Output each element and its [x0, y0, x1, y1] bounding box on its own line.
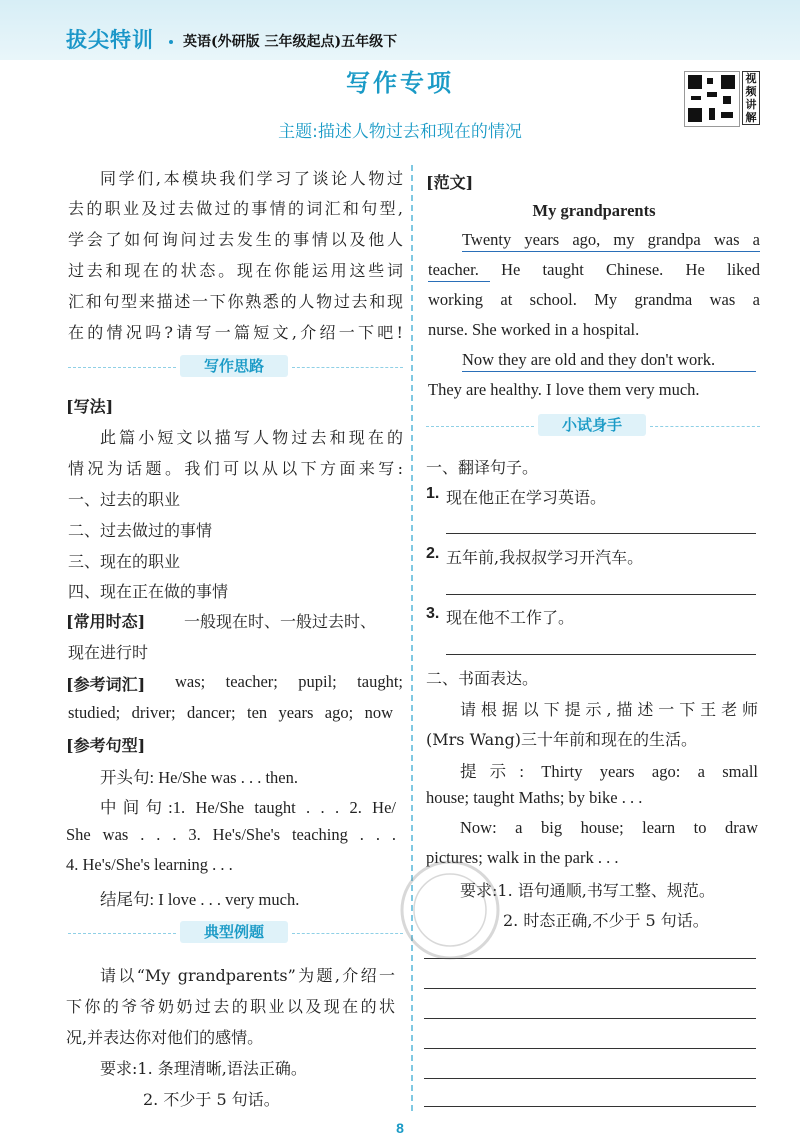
- intro-line: 同学们,本模块我们学习了谈论人物过: [100, 169, 403, 188]
- video-label-char: 视: [745, 72, 757, 85]
- section-title: 写作思路: [180, 355, 288, 377]
- method-label: [写法]: [66, 397, 114, 416]
- writing-line[interactable]: [424, 988, 756, 989]
- page-subtitle: 主题:描述人物过去和现在的情况: [278, 122, 522, 142]
- sentence-item: 中间句:1. He/She taught . . . 2. He/: [100, 798, 396, 817]
- essay-line: They are healthy. I love them very much.: [428, 380, 700, 399]
- example-line: 下你的爷爷奶奶过去的职业以及现在的状: [66, 997, 395, 1016]
- prompt-line: (Mrs Wang)三十年前和现在的生活。: [426, 730, 697, 749]
- aspect-item: 四、现在正在做的事情: [68, 582, 229, 601]
- requirement-line: 2. 时态正确,不少于 5 句话。: [503, 911, 709, 930]
- aspect-item: 三、现在的职业: [68, 552, 181, 571]
- video-label-char: 讲: [745, 98, 757, 111]
- example-requirement: 要求:1. 条理清晰,语法正确。: [100, 1059, 307, 1078]
- sample-label: [范文]: [426, 173, 474, 192]
- example-requirement: 2. 不少于 5 句话。: [143, 1090, 280, 1109]
- aspect-item: 一、过去的职业: [68, 490, 181, 509]
- book-title: 英语(外研版 三年级起点)五年级下: [183, 34, 398, 50]
- writing-line[interactable]: [424, 1018, 756, 1019]
- intro-line: 过去和现在的状态。现在你能运用这些词: [68, 261, 403, 280]
- section-practice: [426, 414, 760, 438]
- tense-label: [常用时态]: [66, 612, 146, 631]
- video-label-char: 频: [745, 85, 757, 98]
- page-title: 写作专项: [346, 69, 454, 97]
- essay-line: nurse. She worked in a hospital.: [428, 320, 640, 339]
- hint-line: pictures; walk in the park . . .: [426, 848, 619, 867]
- writing-line[interactable]: [424, 1078, 756, 1079]
- example-line: 请以“My grandparents”为题,介绍一: [100, 966, 395, 985]
- intro-line: 学会了如何询问过去发生的事情以及他人: [68, 230, 403, 249]
- section-typical-example: [68, 921, 403, 945]
- vocab-text: studied; driver; dancer; ten years ago; now: [68, 703, 393, 722]
- essay-title: My grandparents: [532, 201, 656, 220]
- section-title: 小试身手: [538, 414, 646, 436]
- intro-line: 去的职业及过去做过的事情的词汇和句型,: [68, 199, 403, 218]
- sentence-item: 开头句: He/She was . . . then.: [100, 768, 298, 787]
- brand-logo: 拔尖特训: [66, 28, 154, 52]
- aspect-item: 二、过去做过的事情: [68, 521, 213, 540]
- intro-line: 汇和句型来描述一下你熟悉的人物过去和现: [68, 292, 403, 311]
- video-label: [742, 71, 760, 125]
- sentence-item: She was . . . 3. He's/She's teaching . . .: [66, 825, 396, 844]
- vocab-text: was; teacher; pupil; taught;: [175, 672, 403, 691]
- tense-text: 现在进行时: [68, 643, 149, 662]
- brand-dot: [169, 40, 173, 44]
- sentence-item: 4. He's/She's learning . . .: [66, 855, 233, 874]
- intro-line: 在的情况吗?请写一篇短文,介绍一下吧!: [68, 323, 403, 342]
- question-number: 1.: [426, 485, 440, 502]
- seal-watermark: [395, 845, 505, 975]
- writing-line[interactable]: [424, 1048, 756, 1049]
- sentence-item: 结尾句: I love . . . very much.: [100, 890, 300, 909]
- method-line: 情况为话题。我们可以从以下方面来写:: [68, 459, 403, 478]
- essay-line: working at school. My grandma was a: [428, 290, 760, 309]
- section-writing-ideas: [68, 355, 403, 379]
- prompt-line: 请根据以下提示,描述一下王老师: [460, 700, 758, 719]
- section-title: 典型例题: [180, 921, 288, 943]
- hint-line: Now: a big house; learn to draw: [460, 818, 758, 837]
- essay-line: Now they are old and they don't work.: [462, 350, 716, 369]
- tense-text: 一般现在时、一般过去时、: [184, 612, 377, 631]
- answer-line[interactable]: [446, 654, 756, 655]
- essay-underline: [462, 371, 756, 372]
- essay-line: Twenty years ago, my grandpa was a: [462, 230, 760, 249]
- question-text: 五年前,我叔叔学习开汽车。: [446, 548, 644, 567]
- video-label-char: 解: [745, 111, 757, 124]
- hint-line: house; taught Maths; by bike . . .: [426, 788, 643, 807]
- example-line: 况,并表达你对他们的感情。: [66, 1028, 264, 1047]
- page-number: 8: [396, 1120, 404, 1136]
- answer-line[interactable]: [446, 533, 756, 534]
- vocab-label: [参考词汇]: [66, 675, 146, 694]
- essay-line: teacher. He taught Chinese. He liked: [428, 260, 760, 279]
- requirement-line: 要求:1. 语句通顺,书写工整、规范。: [460, 881, 715, 900]
- sentence-label: [参考句型]: [66, 736, 146, 755]
- question-number: 3.: [426, 605, 440, 622]
- question-text: 现在他正在学习英语。: [446, 488, 607, 507]
- question-number: 2.: [426, 545, 440, 562]
- essay-underline: [428, 281, 490, 282]
- essay-underline: [462, 251, 760, 252]
- hint-line: 提示: Thirty years ago: a small: [460, 762, 758, 781]
- writing-line[interactable]: [424, 1106, 756, 1107]
- question-text: 现在他不工作了。: [446, 608, 575, 627]
- answer-line[interactable]: [446, 594, 756, 595]
- qr-code-icon[interactable]: [684, 71, 740, 127]
- method-line: 此篇小短文以描写人物过去和现在的: [100, 428, 403, 447]
- part1-title: 一、翻译句子。: [426, 458, 539, 477]
- part2-title: 二、书面表达。: [426, 669, 539, 688]
